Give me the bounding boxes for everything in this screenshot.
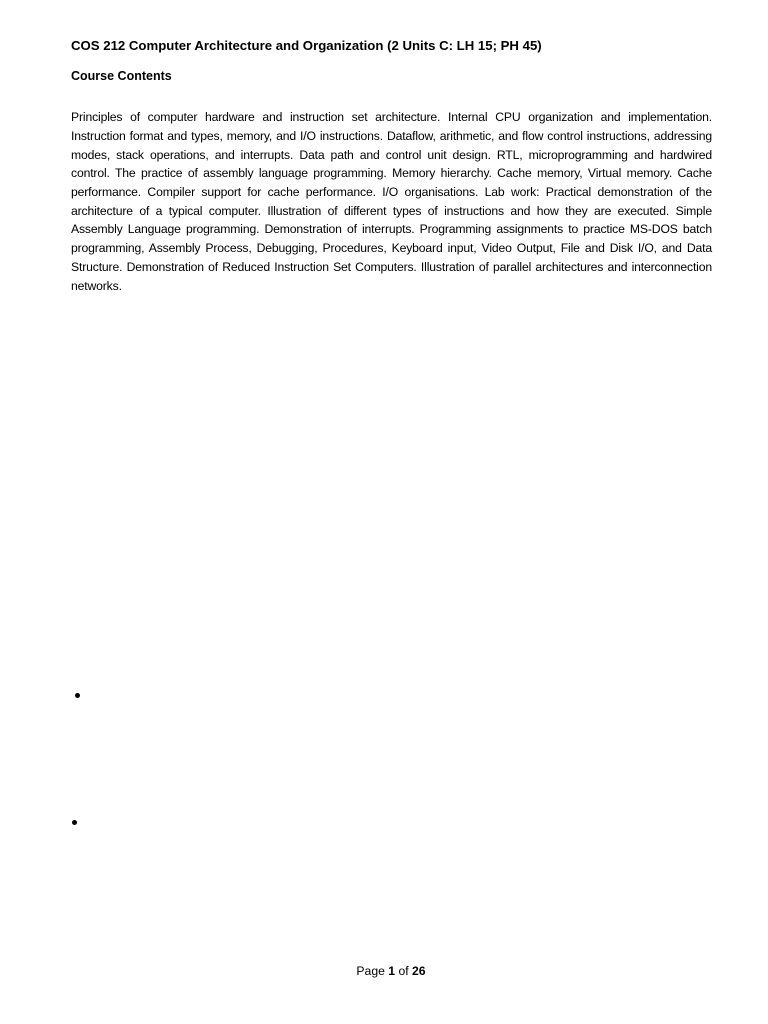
current-page-number: 1 xyxy=(388,964,396,978)
total-pages-number: 26 xyxy=(412,964,426,978)
section-heading: Course Contents xyxy=(71,69,172,83)
of-label: of xyxy=(398,964,409,978)
bullet-point xyxy=(72,820,77,825)
course-contents-paragraph: Principles of computer hardware and instruction set architecture. Internal CPU organization and implementation. Instruction format and types, memory, and I/O instructions. Dataflow, arithmetic, and flow control instructions, addressing modes, stack operations, and interrupts. Data path and control unit design. RTL, microprogramming and hardwired control. The practice of assembly language programming. Memory hierarchy. Cache memory, Virtual memory. Cache performance. Compiler support for cache performance. I/O organisations. Lab work: Practical demonstration of the architecture of a typical computer. Illustration of different types of instructions and how they are executed. Simple Assembly Language programming. Demonstration of interrupts. Programming assignments to practice MS-DOS batch programming, Assembly Process, Debugging, Procedures, Keyboard input, Video Output, File and Disk I/O, and Data Structure. Demonstration of Reduced Instruction Set Computers. Illustration of parallel architectures and interconnection networks. xyxy=(71,110,712,293)
page-label: Page xyxy=(356,964,385,978)
page-number-footer xyxy=(0,962,768,980)
course-title: COS 212 Computer Architecture and Organization (2 Units C: LH 15; PH 45) xyxy=(71,38,542,53)
bullet-point xyxy=(75,693,80,698)
